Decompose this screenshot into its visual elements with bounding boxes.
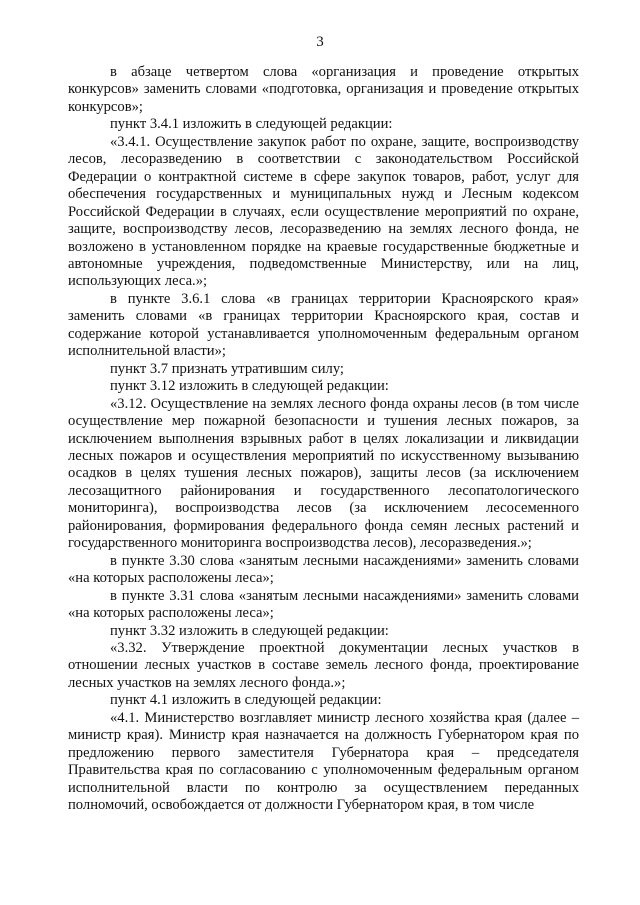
paragraph: пункт 3.7 признать утратившим силу;: [110, 360, 344, 377]
paragraph: пункт 3.12 изложить в следующей редакции:: [110, 378, 389, 395]
paragraph: «4.1. Министерство возглавляет министр лесного хозяйства края (далее – министр края). Министр края назначается на должность Губернатором края по предложению первого заместителя Губернатора края – председателя Правительства края по согласованию с уполномоченным федеральным органом исполнительной власти по контролю за осуществлением переданных полномочий, освобождается от должности Губернатором края, в том числе: [68, 709, 579, 814]
paragraph: в пункте 3.31 слова «занятым лесными насаждениями» заменить словами «на которых расположены леса»;: [68, 587, 579, 622]
paragraph: пункт 3.4.1 изложить в следующей редакции:: [110, 116, 393, 133]
document-body: [68, 64, 579, 814]
paragraph: «3.4.1. Осуществление закупок работ по охране, защите, воспроизводству лесов, лесоразведению в соответствии с законодательством Российской Федерации о контрактной системе в сфере закупок товаров, работ, услуг для обеспечения государственных и муниципальных нужд и Лесным кодексом Российской Федерации в случаях, если осуществление мероприятий по охране, защите, воспроизводству лесов, лесоразведению на землях лесного фонда, не возложено в установленном порядке на краевые государственные бюджетные и автономные учреждения, подведомственные Министерству, или на лиц, использующих леса.»;: [68, 133, 579, 290]
page-number: 3: [316, 34, 324, 50]
paragraph: пункт 4.1 изложить в следующей редакции:: [110, 692, 382, 709]
paragraph: в абзаце четвертом слова «организация и проведение открытых конкурсов» заменить словами «подготовка, организация и проведение открытых конкурсов»;: [68, 64, 579, 115]
paragraph: в пункте 3.30 слова «занятым лесными насаждениями» заменить словами «на которых расположены леса»;: [68, 552, 579, 587]
paragraph: «3.32. Утверждение проектной документации лесных участков в отношении лесных участков в составе земель лесного фонда, проектирование лесных участков на землях лесного фонда.»;: [68, 639, 579, 691]
paragraph: пункт 3.32 изложить в следующей редакции:: [110, 622, 389, 639]
paragraph: «3.12. Осуществление на землях лесного фонда охраны лесов (в том числе осуществление мер пожарной безопасности и тушения лесных пожаров, за исключением выполнения взрывных работ в целях локализации и ликвидации лесных пожаров и осуществления мероприятий по искусственному вызыванию осадков в целях тушения лесных пожаров), защиты лесов (за исключением лесозащитного районирования и государственного лесопатологического мониторинга), воспроизводства лесов (за исключением лесосеменного районирования, формирования федерального фонда семян лесных растений и государственного мониторинга воспроизводства лесов), лесоразведения.»;: [68, 395, 579, 552]
paragraph: в пункте 3.6.1 слова «в границах территории Красноярского края» заменить словами «в границах территории Красноярского края, состав и содержание которой устанавливается уполномоченным федеральным органом исполнительной власти»;: [68, 290, 579, 360]
